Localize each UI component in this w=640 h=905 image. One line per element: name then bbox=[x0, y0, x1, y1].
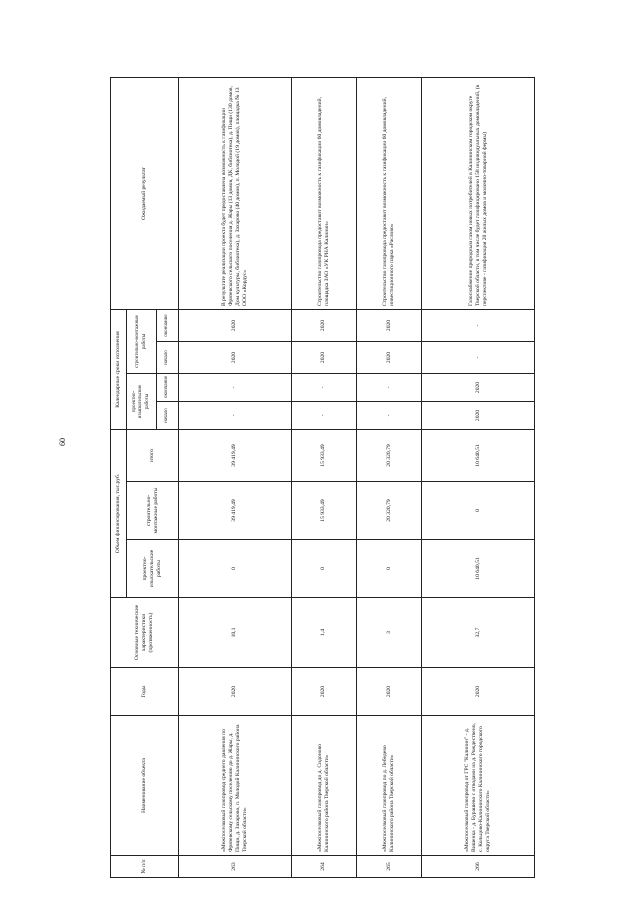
row-cons-start: 2020 bbox=[291, 341, 356, 373]
header-design-end: окончание bbox=[157, 373, 179, 401]
header-cons-start: начало bbox=[157, 341, 179, 373]
row-design-cost: 10 640,51 bbox=[422, 540, 535, 598]
row-years: 2020 bbox=[422, 668, 535, 716]
row-num: 265 bbox=[356, 856, 421, 878]
row-total-cost: 15 933,49 bbox=[291, 429, 356, 481]
row-cons-end: - bbox=[422, 309, 535, 341]
row-name: «Межпоселковый газопровод среднего давления по Фрязевскому сельскому поселению до д. Жары, д. Пищи, д. Захарово, п. Молодой Калининского района Тверской области» bbox=[179, 716, 292, 856]
row-design-cost: 0 bbox=[179, 540, 292, 598]
row-cons-start: - bbox=[422, 341, 535, 373]
row-design-start: - bbox=[179, 401, 292, 429]
row-construction-cost: 0 bbox=[422, 482, 535, 540]
header-result: Ожидаемый результат bbox=[111, 77, 179, 309]
table-row bbox=[179, 77, 292, 877]
gasification-objects-table bbox=[110, 77, 535, 878]
row-design-end: 2020 bbox=[422, 373, 535, 401]
header-cons-end: окончание bbox=[157, 309, 179, 341]
row-design-cost: 0 bbox=[291, 540, 356, 598]
rotated-table-sheet bbox=[110, 78, 535, 878]
row-design-start: - bbox=[291, 401, 356, 429]
row-result: Строительство газопровода предоставит возможность к газификации 60 домовладений, площадка ЗАО «УК РНА Калинин» bbox=[291, 77, 356, 309]
row-construction-cost: 39 419,49 bbox=[179, 482, 292, 540]
row-construction-cost: 20 320,79 bbox=[356, 482, 421, 540]
table-row bbox=[422, 77, 535, 877]
row-total-cost: 20 320,79 bbox=[356, 429, 421, 481]
row-cons-end: 2020 bbox=[356, 309, 421, 341]
row-num: 266 bbox=[422, 856, 535, 878]
row-design-cost: 0 bbox=[356, 540, 421, 598]
row-name: «Межпоселковый газопровод до д. Сидоново Калининского района Тверской области» bbox=[291, 716, 356, 856]
header-specs: Основные технические характеристики (протяженность) bbox=[111, 598, 179, 668]
header-schedule-construction: строительно-монтажные работы bbox=[127, 309, 157, 373]
header-num: № п/п bbox=[111, 856, 179, 878]
row-result: В результате реализации проекта будет предоставлена возможность к газификации Фрязевского сельского поселения д. Жары (13 домов, ДК, библиотека), д. Пищи (130 домов, Дом культуры, библиотека), д. Захарово (40 домов), п. Молодой (19 домов), площадка № 13 ООО «Кордус» bbox=[179, 77, 292, 309]
row-name: «Межпоселковый газопровод по д. Лебедево Калининского района Тверской области» bbox=[356, 716, 421, 856]
row-num: 264 bbox=[291, 856, 356, 878]
row-years: 2020 bbox=[356, 668, 421, 716]
row-design-start: - bbox=[356, 401, 421, 429]
header-funding-construction: строительно-монтажные работы bbox=[127, 482, 179, 540]
row-specs: 1,4 bbox=[291, 598, 356, 668]
row-design-start: 2020 bbox=[422, 401, 535, 429]
header-schedule: Календарные сроки исполнения bbox=[111, 309, 127, 429]
table-row bbox=[356, 77, 421, 877]
row-cons-end: 2020 bbox=[291, 309, 356, 341]
row-name: «Межпоселковый газопровод от ГРС "Калинин" - д. Вишенка - д. Бурашево с отводами на д. Рождествено, с. Кольцово-Калининского Калининского городского округа Тверской области» bbox=[422, 716, 535, 856]
row-num: 263 bbox=[179, 856, 292, 878]
row-specs: 32,7 bbox=[422, 598, 535, 668]
row-design-end: - bbox=[179, 373, 292, 401]
header-funding-design: проектно-изыскательские работы bbox=[127, 540, 179, 598]
table-rotation-wrapper bbox=[110, 78, 535, 878]
row-specs: 3 bbox=[356, 598, 421, 668]
header-funding: Объем финансирования, тыс.руб. bbox=[111, 429, 127, 597]
row-result: Газоснабжение природным газом новых потребителей в Калининском городском округе Тверской области, в том числе будет газифицировано 158 индивидуальных домовладений, (в перспективе - газификация 20 жилых домов и молочно-товарной фермы) bbox=[422, 77, 535, 309]
row-total-cost: 10 640,51 bbox=[422, 429, 535, 481]
table-row bbox=[291, 77, 356, 877]
header-schedule-design: проектно-изыскательские работы bbox=[127, 373, 157, 429]
row-years: 2020 bbox=[179, 668, 292, 716]
row-years: 2020 bbox=[291, 668, 356, 716]
row-total-cost: 39 419,49 bbox=[179, 429, 292, 481]
page-number: 60 bbox=[58, 438, 67, 446]
row-cons-start: 2020 bbox=[356, 341, 421, 373]
header-funding-total: итого bbox=[127, 429, 179, 481]
row-design-end: - bbox=[291, 373, 356, 401]
row-cons-start: 2020 bbox=[179, 341, 292, 373]
header-design-start: начало bbox=[157, 401, 179, 429]
header-name: Наименование объекта bbox=[111, 716, 179, 856]
header-years: Годы bbox=[111, 668, 179, 716]
row-result: Строительство газопровода предоставит возможность к газификации 60 домовладений, инвестиционного парка «Раслово» bbox=[356, 77, 421, 309]
row-specs: 10,1 bbox=[179, 598, 292, 668]
row-design-end: - bbox=[356, 373, 421, 401]
row-construction-cost: 15 933,49 bbox=[291, 482, 356, 540]
row-cons-end: 2020 bbox=[179, 309, 292, 341]
